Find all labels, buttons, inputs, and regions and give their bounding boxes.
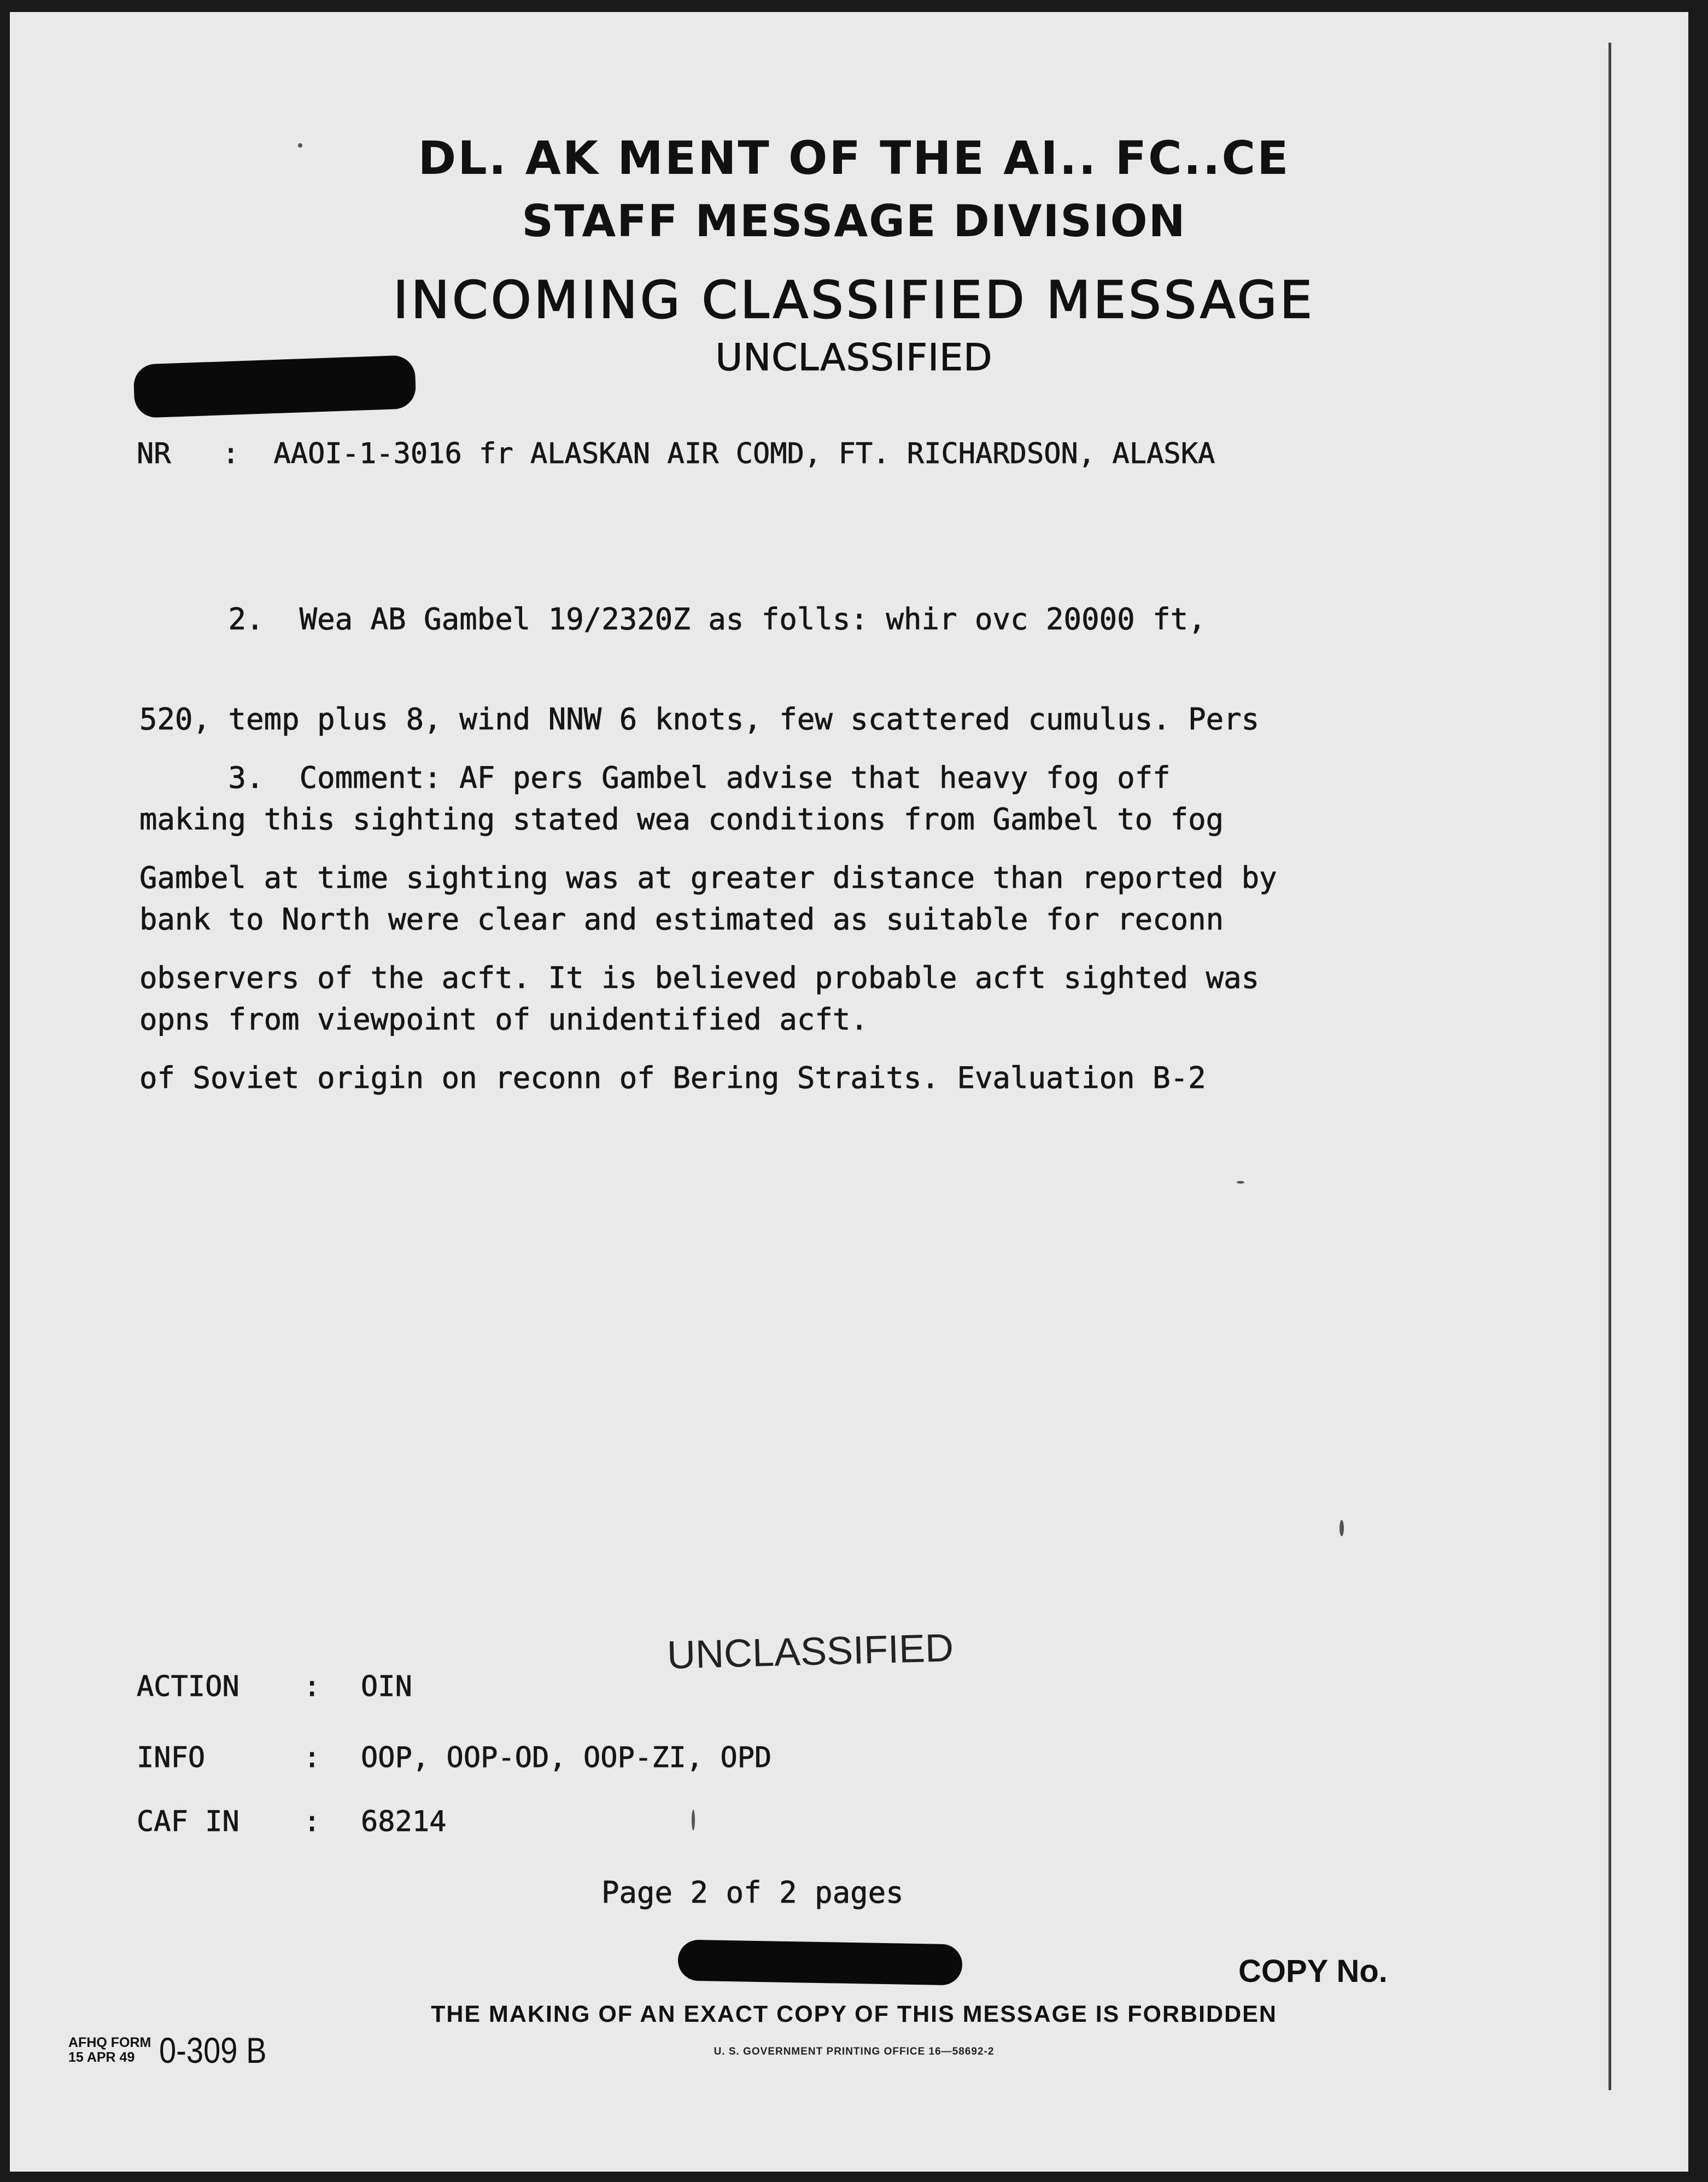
copy-warning: THE MAKING OF AN EXACT COPY OF THIS MESSAGE IS FORBIDDEN [431, 2001, 1277, 2027]
routing-colon: : [303, 1805, 321, 1838]
paragraph-3 [139, 694, 1277, 1128]
info-label: INFO [137, 1741, 206, 1774]
caf-in-label: CAF IN [137, 1805, 239, 1838]
form-label: AFHQ FORM [68, 2035, 151, 2050]
classification-top: UNCLASSIFIED [715, 336, 993, 379]
form-number: 0-309 B [159, 2030, 267, 2070]
message-type-heading: INCOMING CLASSIFIED MESSAGE [393, 271, 1315, 330]
text-line: observers of the acft. It is believed probable acft sighted was [139, 961, 1260, 995]
page-number: Page 2 of 2 pages [601, 1875, 904, 1910]
message-number-line: NR : AAOI-1-3016 fr ALASKAN AIR COMD, FT. RICHARDSON, ALASKA [137, 437, 1215, 470]
text-line: making this sighting stated wea conditions from Gambel to fog [139, 802, 1224, 836]
printing-office-line: U. S. GOVERNMENT PRINTING OFFICE 16—58692-2 [713, 2046, 995, 2057]
text-line: bank to North were clear and estimated as suitable for reconn [139, 902, 1224, 937]
division-heading: STAFF MESSAGE DIVISION [522, 196, 1186, 247]
redaction-bar-top [133, 355, 416, 418]
classification-stamp-bottom: UNCLASSIFIED [666, 1626, 955, 1677]
routing-colon: : [303, 1670, 321, 1703]
text-line: 520, temp plus 8, wind NNW 6 knots, few scattered cumulus. Pers [139, 702, 1260, 736]
info-value: OOP, OOP-OD, OOP-ZI, OPD [361, 1741, 772, 1774]
text-line: of Soviet origin on reconn of Bering Straits. Evaluation B-2 [139, 1061, 1206, 1095]
form-date: 15 APR 49 [68, 2050, 135, 2065]
copy-number-label: COPY No. [1238, 1953, 1388, 1989]
action-label: ACTION [137, 1670, 239, 1703]
print-speck [1340, 1520, 1344, 1536]
text-line: opns from viewpoint of unidentified acft. [139, 1002, 868, 1037]
text-line: 2. Wea AB Gambel 19/2320Z as folls: whir ovc 20000 ft, [139, 602, 1206, 636]
redaction-bar-bottom [677, 1939, 962, 1985]
action-value: OIN [361, 1670, 412, 1703]
print-speck [692, 1810, 695, 1830]
text-line: Gambel at time sighting was at greater distance than reported by [139, 861, 1277, 895]
print-speck [1237, 1181, 1244, 1184]
department-heading: DL. AK MENT OF THE AI.. FC..CE [418, 131, 1290, 185]
caf-in-value: 68214 [361, 1805, 447, 1838]
text-line: 3. Comment: AF pers Gambel advise that heavy fog off [139, 761, 1171, 795]
routing-colon: : [303, 1741, 321, 1774]
